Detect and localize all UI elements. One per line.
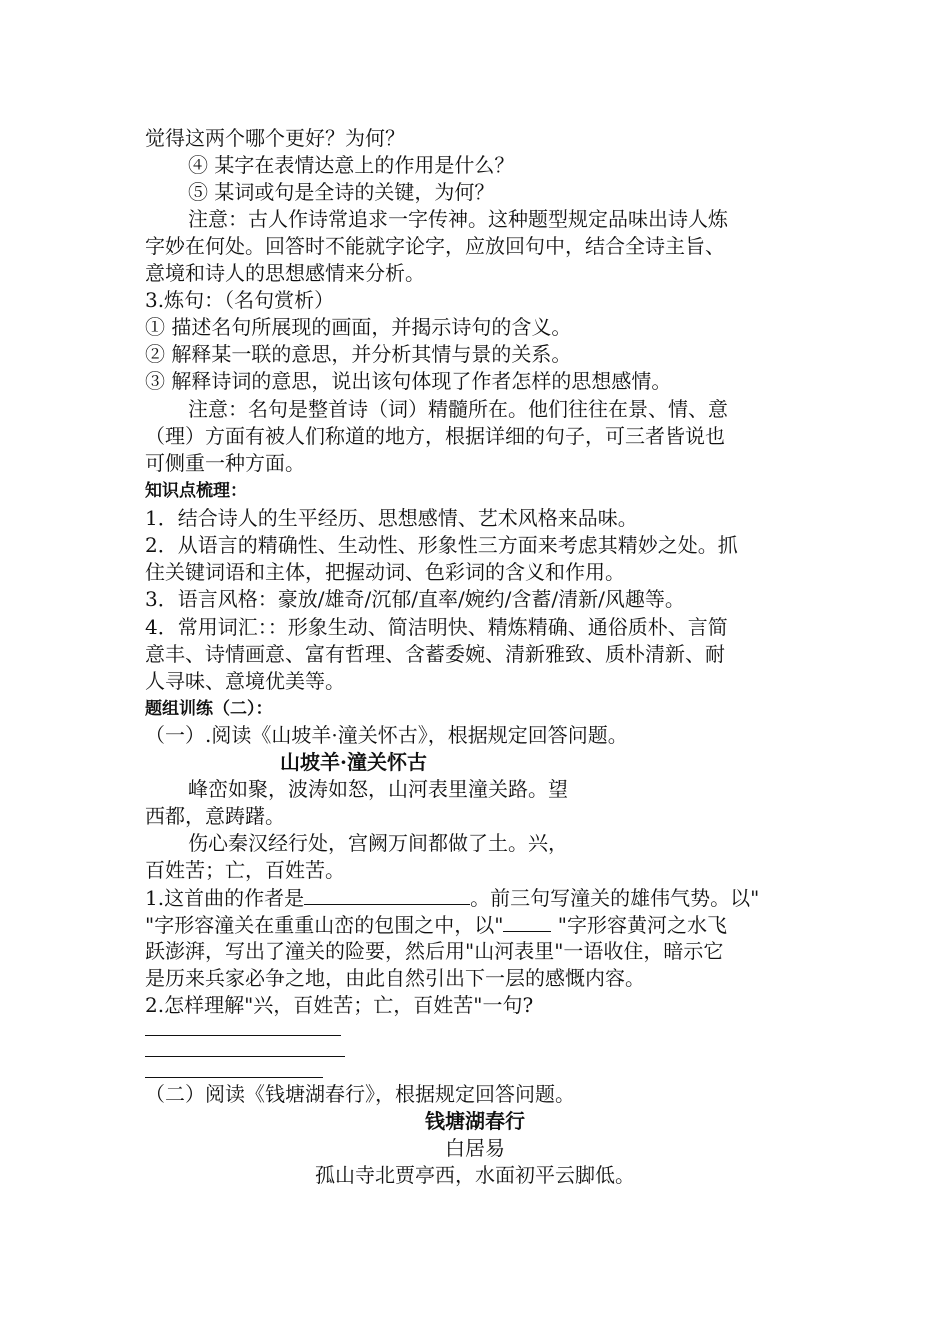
question-text: "字形容潼关在重重山峦的包围之中，以" [145,913,504,937]
text-line: ① 描述名句所展现的画面，并揭示诗句的含义。 [145,315,572,339]
section-heading: 3.炼句：（名句赏析） [145,288,335,312]
text-line: （理）方面有被人们称道的地方，根据详细的句子，可三者皆说也 [145,424,725,448]
text-line: 意境和诗人的思想感情来分析。 [145,261,425,285]
text-line: ④ 某字在表情达意上的作用是什么？ [188,153,515,177]
poem-title: 钱塘湖春行 [425,1109,525,1133]
poem-line: 伤心秦汉经行处，宫阙万间都做了土。兴， [188,831,568,855]
answer-line[interactable] [145,1035,341,1036]
answer-blank[interactable] [304,884,470,905]
text-line: （一）.阅读《山坡羊·潼关怀古》，根据规定回答问题。 [145,723,628,747]
text-line: 跃澎湃，写出了潼关的险要，然后用"山河表里"一语收住，暗示它 [145,939,724,963]
poem-line: 峰峦如聚，波涛如怒，山河表里潼关路。望 [188,777,568,801]
text-line: 住关键词语和主体，把握动词、色彩词的含义和作用。 [145,560,625,584]
text-line: 人寻味、意境优美等。 [145,669,345,693]
question-line: 2.怎样理解"兴，百姓苦；亡，百姓苦"一句? [145,993,534,1017]
text-line: 是历来兵家必争之地，由此自然引出下一层的感慨内容。 [145,966,645,990]
text-line: 1．结合诗人的生平经历、思想感情、艺术风格来品味。 [145,506,638,530]
question-line [145,884,759,910]
section-heading: 知识点梳理： [145,481,247,501]
text-line: 注意：名句是整首诗（词）精髓所在。他们往往在景、情、意 [188,397,728,421]
text-line: 注意：古人作诗常追求一字传神。这种题型规定品味出诗人炼 [188,207,728,231]
poem-line: 孤山寺北贾亭西，水面初平云脚低。 [315,1163,635,1187]
text-line: ③ 解释诗词的意思，说出该句体现了作者怎样的思想感情。 [145,369,672,393]
poem-title: 山坡羊·潼关怀古 [280,750,427,774]
question-text: 。前三句写潼关的雄伟气势。以" [470,886,760,910]
text-line: 觉得这两个哪个更好？为何？ [145,126,405,150]
text-line: 2．从语言的精确性、生动性、形象性三方面来考虑其精妙之处。抓 [145,533,738,557]
answer-line[interactable] [145,1077,323,1078]
text-line: ⑤ 某词或句是全诗的关键，为何？ [188,180,495,204]
answer-blank[interactable] [503,911,551,932]
text-line: 4．常用词汇：：形象生动、简洁明快、精炼精确、通俗质朴、言简 [145,615,728,639]
poem-line: 百姓苦；亡，百姓苦。 [145,858,345,882]
text-line: 可侧重一种方面。 [145,451,305,475]
text-line: 意丰、诗情画意、富有哲理、含蓄委婉、清新雅致、质朴清新、耐 [145,642,725,666]
poem-author: 白居易 [445,1136,505,1160]
text-line: 字妙在何处。回答时不能就字论字，应放回句中，结合全诗主旨、 [145,234,725,258]
text-line: ② 解释某一联的意思，并分析其情与景的关系。 [145,342,572,366]
question-line [145,911,727,937]
answer-line[interactable] [145,1056,345,1057]
question-text: 1.这首曲的作者是 [145,886,305,910]
text-line: （二）阅读《钱塘湖春行》，根据规定回答问题。 [145,1082,575,1106]
text-line: 3．语言风格：豪放/雄奇/沉郁/直率/婉约/含蓄/清新/风趣等。 [145,587,685,611]
poem-line: 西都，意踌躇。 [145,804,285,828]
section-heading: 题组训练（二）： [145,699,273,719]
question-text: "字形容黄河之水飞 [551,913,727,937]
